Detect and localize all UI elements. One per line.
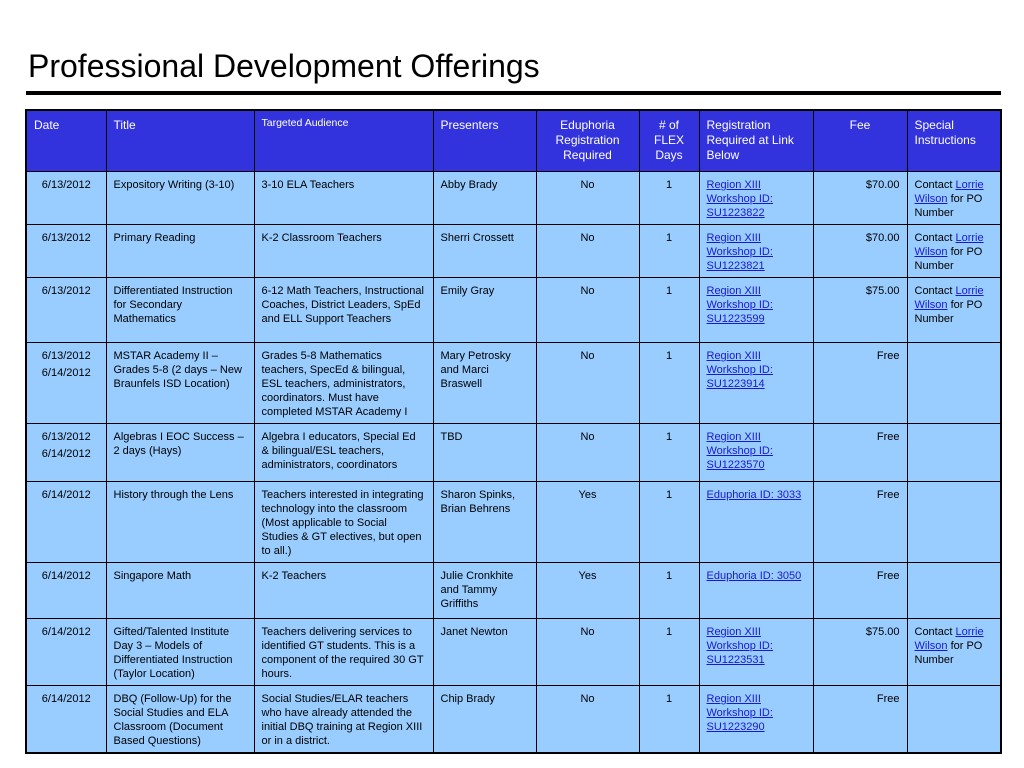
cell-eduphoria: Yes [536,482,639,563]
date-value: 6/14/2012 [41,693,91,705]
registration-link[interactable]: Region XIII Workshop ID: SU1223821 [706,232,773,272]
cell-title: Primary Reading [106,225,254,278]
table-row [26,225,1001,278]
registration-link[interactable]: Eduphoria ID: 3050 [706,570,802,582]
header-fee: Fee [813,110,907,172]
cell-fee: $75.00 [813,278,907,343]
date-value: 6/13/2012 [41,179,91,191]
cell-registration-link [699,619,813,686]
cell-eduphoria: No [536,343,639,424]
cell-flex-days: 1 [639,686,699,754]
cell-fee: $75.00 [813,619,907,686]
table-row [26,343,1001,424]
cell-presenters: Janet Newton [433,619,536,686]
cell-presenters: Sharon Spinks, Brian Behrens [433,482,536,563]
page-title: Professional Development Offerings [28,48,540,84]
cell-audience: Algebra I educators, Special Ed & bilingual/ESL teachers, administrators, coordinators [254,424,433,482]
cell-registration-link [699,482,813,563]
cell-date [26,482,106,563]
cell-title: Gifted/Talented Institute Day 3 – Models of Differentiated Instruction (Taylor Location) [106,619,254,686]
cell-audience: Teachers delivering services to identified GT students. This is a component of the required 30 GT hours. [254,619,433,686]
date-value: 6/13/2012 [41,431,91,443]
header-registration-link: Registration Required at Link Below [699,110,813,172]
cell-fee: $70.00 [813,225,907,278]
cell-flex-days: 1 [639,278,699,343]
date-value-2: 6/14/2012 [41,448,91,460]
cell-title: Differentiated Instruction for Secondary Mathematics [106,278,254,343]
cell-date [26,225,106,278]
cell-special-instructions [907,563,1001,619]
cell-audience: 3-10 ELA Teachers [254,172,433,225]
cell-flex-days: 1 [639,563,699,619]
cell-presenters: Sherri Crossett [433,225,536,278]
cell-registration-link [699,424,813,482]
offerings-table [25,109,1002,754]
cell-audience: Teachers interested in integrating technology into the classroom (Most applicable to Social Studies & GT electives, but open to all.) [254,482,433,563]
table-row [26,278,1001,343]
cell-presenters: Emily Gray [433,278,536,343]
title-divider [26,91,1001,95]
cell-registration-link [699,563,813,619]
table-row [26,482,1001,563]
cell-registration-link [699,225,813,278]
cell-date [26,686,106,754]
cell-fee: Free [813,482,907,563]
registration-link[interactable]: Region XIII Workshop ID: SU1223570 [706,431,773,471]
contact-link[interactable]: Lorrie Wilson [914,179,984,205]
cell-fee: Free [813,343,907,424]
instruction-prefix: Contact [914,285,956,297]
cell-special-instructions [907,278,1001,343]
cell-flex-days: 1 [639,225,699,278]
cell-title: MSTAR Academy II – Grades 5-8 (2 days – New Braunfels ISD Location) [106,343,254,424]
contact-link[interactable]: Lorrie Wilson [914,232,984,258]
cell-presenters: Abby Brady [433,172,536,225]
cell-date [26,172,106,225]
registration-link[interactable]: Region XIII Workshop ID: SU1223599 [706,285,773,325]
cell-title: History through the Lens [106,482,254,563]
table-header-row [26,110,1001,172]
cell-registration-link [699,686,813,754]
header-title: Title [106,110,254,172]
table-body [26,172,1001,754]
instruction-suffix: for PO Number [914,193,983,219]
cell-eduphoria: No [536,424,639,482]
cell-special-instructions [907,619,1001,686]
cell-fee: $70.00 [813,172,907,225]
cell-special-instructions [907,343,1001,424]
table-row [26,563,1001,619]
cell-fee: Free [813,563,907,619]
instruction-prefix: Contact [914,626,956,638]
cell-title: Algebras I EOC Success – 2 days (Hays) [106,424,254,482]
header-flex-days: # of FLEX Days [639,110,699,172]
cell-presenters: Chip Brady [433,686,536,754]
registration-link[interactable]: Region XIII Workshop ID: SU1223914 [706,350,773,390]
cell-special-instructions [907,424,1001,482]
registration-link[interactable]: Region XIII Workshop ID: SU1223290 [706,693,773,733]
cell-flex-days: 1 [639,172,699,225]
table-row [26,686,1001,754]
cell-presenters: Mary Petrosky and Marci Braswell [433,343,536,424]
cell-date [26,563,106,619]
cell-special-instructions [907,482,1001,563]
cell-special-instructions [907,225,1001,278]
cell-title: Singapore Math [106,563,254,619]
header-date: Date [26,110,106,172]
registration-link[interactable]: Region XIII Workshop ID: SU1223822 [706,179,773,219]
cell-flex-days: 1 [639,343,699,424]
cell-special-instructions [907,172,1001,225]
cell-audience: K-2 Classroom Teachers [254,225,433,278]
date-value: 6/14/2012 [41,626,91,638]
contact-link[interactable]: Lorrie Wilson [914,285,984,311]
instruction-suffix: for PO Number [914,299,983,325]
table-row [26,172,1001,225]
instruction-suffix: for PO Number [914,640,983,666]
cell-registration-link [699,278,813,343]
cell-registration-link [699,172,813,225]
date-value: 6/14/2012 [41,489,91,501]
instruction-prefix: Contact [914,232,956,244]
cell-date [26,619,106,686]
cell-flex-days: 1 [639,619,699,686]
cell-date [26,278,106,343]
cell-fee: Free [813,424,907,482]
cell-eduphoria: No [536,172,639,225]
date-value: 6/14/2012 [41,570,91,582]
instruction-suffix: for PO Number [914,246,983,272]
cell-title: DBQ (Follow-Up) for the Social Studies and ELA Classroom (Document Based Questions) [106,686,254,754]
cell-eduphoria: No [536,686,639,754]
header-presenters: Presenters [433,110,536,172]
cell-flex-days: 1 [639,482,699,563]
date-value: 6/13/2012 [41,285,91,297]
cell-eduphoria: No [536,278,639,343]
cell-audience: K-2 Teachers [254,563,433,619]
table-row [26,424,1001,482]
cell-eduphoria: Yes [536,563,639,619]
cell-date [26,424,106,482]
cell-audience: Social Studies/ELAR teachers who have already attended the initial DBQ training at Region XIII or in a district. [254,686,433,754]
cell-fee: Free [813,686,907,754]
header-eduphoria-registration: Eduphoria Registration Required [536,110,639,172]
cell-presenters: TBD [433,424,536,482]
cell-presenters: Julie Cronkhite and Tammy Griffiths [433,563,536,619]
cell-eduphoria: No [536,619,639,686]
cell-eduphoria: No [536,225,639,278]
registration-link[interactable]: Region XIII Workshop ID: SU1223531 [706,626,773,666]
instruction-prefix: Contact [914,179,956,191]
date-value-2: 6/14/2012 [41,367,91,379]
cell-date [26,343,106,424]
cell-audience: Grades 5-8 Mathematics teachers, SpecEd & bilingual, ESL teachers, administrators, coordinators. Must have completed MSTAR Academy I [254,343,433,424]
cell-audience: 6-12 Math Teachers, Instructional Coaches, District Leaders, SpEd and ELL Support Teachers [254,278,433,343]
header-targeted-audience: Targeted Audience [254,110,433,172]
date-value: 6/13/2012 [41,232,91,244]
cell-special-instructions [907,686,1001,754]
registration-link[interactable]: Eduphoria ID: 3033 [706,489,802,501]
contact-link[interactable]: Lorrie Wilson [914,626,984,652]
table-row [26,619,1001,686]
cell-title: Expository Writing (3-10) [106,172,254,225]
date-value: 6/13/2012 [41,350,91,362]
header-special-instructions: Special Instructions [907,110,1001,172]
cell-flex-days: 1 [639,424,699,482]
cell-registration-link [699,343,813,424]
